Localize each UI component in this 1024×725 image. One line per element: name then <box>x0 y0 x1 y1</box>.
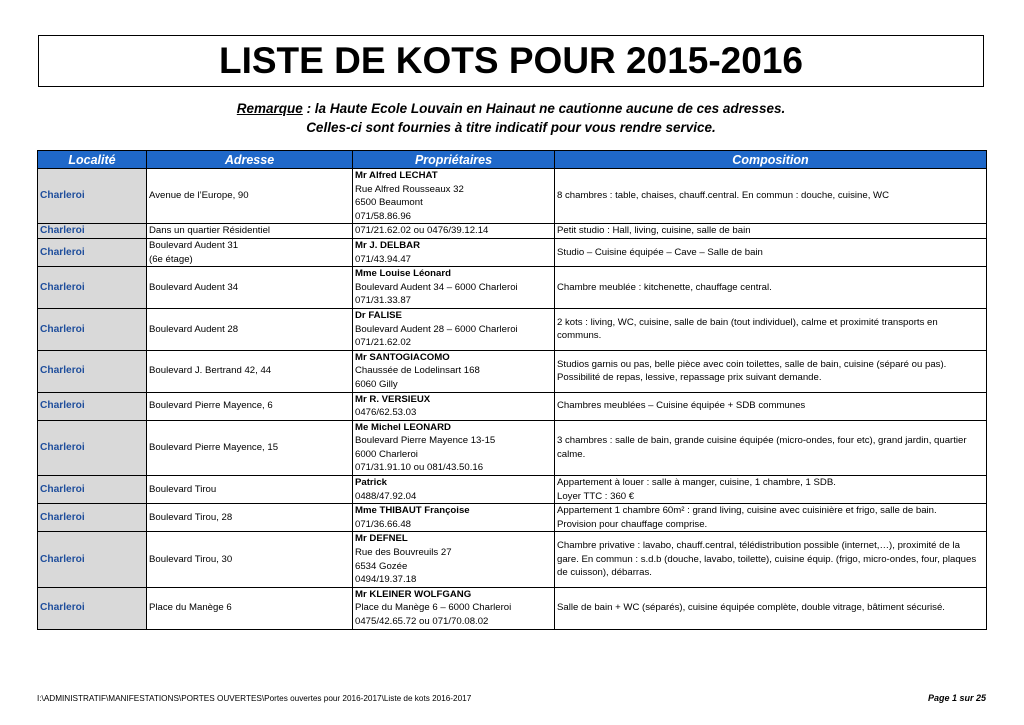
cell-localite: Charleroi <box>38 476 147 504</box>
table-row <box>38 224 987 239</box>
table-row <box>38 476 987 504</box>
table-row <box>38 392 987 420</box>
owner-detail-line: 071/36.66.48 <box>355 518 412 530</box>
cell-proprietaire <box>353 267 555 309</box>
owner-name: Mme Louise Léonard <box>355 268 451 280</box>
cell-localite: Charleroi <box>38 532 147 587</box>
cell-composition <box>555 350 987 392</box>
table-row <box>38 238 987 266</box>
cell-localite: Charleroi <box>38 238 147 266</box>
cell-composition <box>555 420 987 475</box>
cell-localite: Charleroi <box>38 308 147 350</box>
owner-detail-line: 0475/42.65.72 ou 071/70.08.02 <box>355 616 489 627</box>
address-line: Boulevard Audent 28 <box>149 323 239 335</box>
cell-composition <box>555 169 987 224</box>
owner-detail-line: Rue des Bouvreuils 27 <box>355 547 452 559</box>
address-line: Boulevard Audent 31 <box>149 239 239 251</box>
owner-name: Mr J. DELBAR <box>355 239 421 251</box>
cell-composition <box>555 267 987 309</box>
table-row <box>38 504 987 532</box>
cell-adresse <box>147 267 353 309</box>
composition-line: Provision pour chauffage comprise. <box>557 518 708 530</box>
owner-detail-line: Boulevard Audent 34 – 6000 Charleroi <box>355 281 518 293</box>
cell-localite: Charleroi <box>38 504 147 532</box>
owner-detail-line: 071/31.33.87 <box>355 295 412 307</box>
cell-localite: Charleroi <box>38 587 147 629</box>
cell-adresse <box>147 169 353 224</box>
table-row <box>38 587 987 629</box>
owner-detail-line: Boulevard Pierre Mayence 13-15 <box>355 435 496 447</box>
cell-composition <box>555 392 987 420</box>
owner-detail-line: 071/43.94.47 <box>355 253 412 265</box>
cell-proprietaire <box>353 420 555 475</box>
title-box <box>38 35 984 87</box>
owner-name: Dr FALISE <box>355 309 402 321</box>
cell-proprietaire <box>353 587 555 629</box>
footer-page-number: Page 1 sur 25 <box>927 693 986 703</box>
owner-name: Mr SANTOGIACOMO <box>355 351 450 363</box>
composition-line: 2 kots : living, WC, cuisine, salle de bain (tout individuel), calme et proximité transports en communs. <box>557 316 938 342</box>
composition-line: Possibilité de repas, lessive, repassage prix suivant demande. <box>557 372 822 384</box>
address-line: Boulevard Pierre Mayence, 6 <box>149 400 273 412</box>
composition-line: Salle de bain + WC (séparés), cuisine équipée complète, double vitrage, bâtiment sécurisé. <box>557 602 945 614</box>
composition-line: Studios garnis ou pas, belle pièce avec coin toilettes, salle de bain, cuisine (séparé ou pas). <box>557 358 947 370</box>
address-line: Boulevard Tirou <box>149 483 217 495</box>
remark-line-2: Celles-ci sont fournies à titre indicatif pour vous rendre service. <box>306 120 716 135</box>
address-line: Place du Manège 6 <box>149 602 232 614</box>
cell-proprietaire <box>353 504 555 532</box>
cell-localite: Charleroi <box>38 267 147 309</box>
cell-localite: Charleroi <box>38 224 147 239</box>
cell-adresse <box>147 224 353 239</box>
address-line: Avenue de l’Europe, 90 <box>149 190 249 202</box>
composition-line: Studio – Cuisine équipée – Cave – Salle de bain <box>557 246 763 258</box>
cell-adresse <box>147 532 353 587</box>
cell-proprietaire <box>353 532 555 587</box>
address-line: Boulevard Tirou, 30 <box>149 553 233 565</box>
owner-detail-line: 6500 Beaumont <box>355 197 423 209</box>
cell-proprietaire <box>353 224 555 239</box>
cell-adresse <box>147 392 353 420</box>
footer-path: I:\ADMINISTRATIF\MANIFESTATIONS\PORTES OUVERTES\Portes ouvertes pour 2016-2017\Liste de kots 2016-2017 <box>37 694 472 703</box>
cell-adresse <box>147 504 353 532</box>
owner-detail-line: 6534 Gozée <box>355 560 408 572</box>
cell-localite: Charleroi <box>38 169 147 224</box>
owner-detail-line: 6060 Gilly <box>355 378 398 390</box>
table-row <box>38 267 987 309</box>
cell-proprietaire <box>353 308 555 350</box>
owner-detail-line: 071/21.62.02 ou 0476/39.12.14 <box>355 225 489 237</box>
owner-name: Mr R. VERSIEUX <box>355 393 431 405</box>
owner-detail-line: Chaussée de Lodelinsart 168 <box>355 365 480 377</box>
table-header-row <box>38 151 987 169</box>
owner-name: Mr Alfred LECHAT <box>355 170 438 181</box>
table-row <box>38 350 987 392</box>
owner-detail-line: Rue Alfred Rousseaux 32 <box>355 183 464 195</box>
address-line: Boulevard Pierre Mayence, 15 <box>149 442 279 454</box>
table-row <box>38 169 987 224</box>
owner-name: Me Michel LEONARD <box>355 421 451 433</box>
table-row <box>38 532 987 587</box>
address-line: Dans un quartier Résidentiel <box>149 225 271 237</box>
owner-detail-line: 071/31.91.10 ou 081/43.50.16 <box>355 462 484 474</box>
composition-line: Appartement à louer : salle à manger, cuisine, 1 chambre, 1 SDB. <box>557 477 836 489</box>
owner-detail-line: 0476/62.53.03 <box>355 407 417 419</box>
cell-localite: Charleroi <box>38 350 147 392</box>
composition-line: 8 chambres : table, chaises, chauff.central. En commun : douche, cuisine, WC <box>557 190 890 202</box>
cell-composition <box>555 238 987 266</box>
cell-localite: Charleroi <box>38 392 147 420</box>
remark-text-1: : la Haute Ecole Louvain en Hainaut ne cautionne aucune de ces adresses. <box>302 101 786 116</box>
header-adresse: Adresse <box>147 151 353 169</box>
address-line: Boulevard Tirou, 28 <box>149 512 233 524</box>
header-proprietaires: Propriétaires <box>353 151 555 169</box>
address-line: (6e étage) <box>149 253 193 265</box>
cell-composition <box>555 587 987 629</box>
composition-line: Chambre meublée : kitchenette, chauffage central. <box>557 281 772 293</box>
owner-detail-line: 0488/47.92.04 <box>355 490 417 502</box>
cell-adresse <box>147 238 353 266</box>
owner-detail-line: 0494/19.37.18 <box>355 574 417 586</box>
cell-adresse <box>147 308 353 350</box>
cell-composition <box>555 532 987 587</box>
address-line: Boulevard J. Bertrand 42, 44 <box>149 365 272 377</box>
owner-name: Mr DEFNEL <box>355 533 408 545</box>
cell-proprietaire <box>353 238 555 266</box>
table-row <box>38 308 987 350</box>
owner-detail-line: 6000 Charleroi <box>355 448 418 460</box>
cell-composition <box>555 308 987 350</box>
cell-adresse <box>147 350 353 392</box>
composition-line: Appartement 1 chambre 60m² : grand living, cuisine avec cuisinière et frigo, salle de bain. <box>557 505 937 517</box>
cell-composition <box>555 224 987 239</box>
cell-proprietaire <box>353 350 555 392</box>
header-composition: Composition <box>555 151 987 169</box>
kots-table <box>37 150 987 630</box>
owner-detail-line: 071/58.86.96 <box>355 210 412 222</box>
table-row <box>38 420 987 475</box>
table-body <box>38 169 987 630</box>
remark-line-1 <box>38 101 984 116</box>
owner-name: Patrick <box>355 477 387 489</box>
page-title: LISTE DE KOTS POUR 2015-2016 <box>219 40 803 81</box>
composition-line: 3 chambres : salle de bain, grande cuisine équipée (micro-ondes, four etc), grand jardin, quartier calme. <box>557 435 967 460</box>
composition-line: Chambre privative : lavabo, chauff.central, télédistribution possible (internet,…), proximité de la gare. En commun : s.d.b (douche, lavabo, toilette), cuisine équip. (frigo, micro-ondes, four, plaques de cuisson), débarras. <box>557 540 977 579</box>
owner-name: Mr KLEINER WOLFGANG <box>355 588 472 600</box>
composition-line: Petit studio : Hall, living, cuisine, salle de bain <box>557 225 751 237</box>
remark-label: Remarque <box>236 101 303 116</box>
cell-composition <box>555 504 987 532</box>
cell-proprietaire <box>353 169 555 224</box>
cell-proprietaire <box>353 476 555 504</box>
composition-line: Loyer TTC : 360 € <box>557 490 635 502</box>
owner-detail-line: 071/21.62.02 <box>355 337 412 349</box>
cell-localite: Charleroi <box>38 420 147 475</box>
address-line: Boulevard Audent 34 <box>149 281 239 293</box>
cell-adresse <box>147 476 353 504</box>
cell-proprietaire <box>353 392 555 420</box>
cell-composition <box>555 476 987 504</box>
owner-name: Mme THIBAUT Françoise <box>355 505 470 517</box>
cell-adresse <box>147 420 353 475</box>
owner-detail-line: Boulevard Audent 28 – 6000 Charleroi <box>355 323 518 335</box>
composition-line: Chambres meublées – Cuisine équipée + SDB communes <box>557 400 806 412</box>
owner-detail-line: Place du Manège 6 – 6000 Charleroi <box>355 602 512 614</box>
cell-adresse <box>147 587 353 629</box>
header-localite: Localité <box>38 151 147 169</box>
